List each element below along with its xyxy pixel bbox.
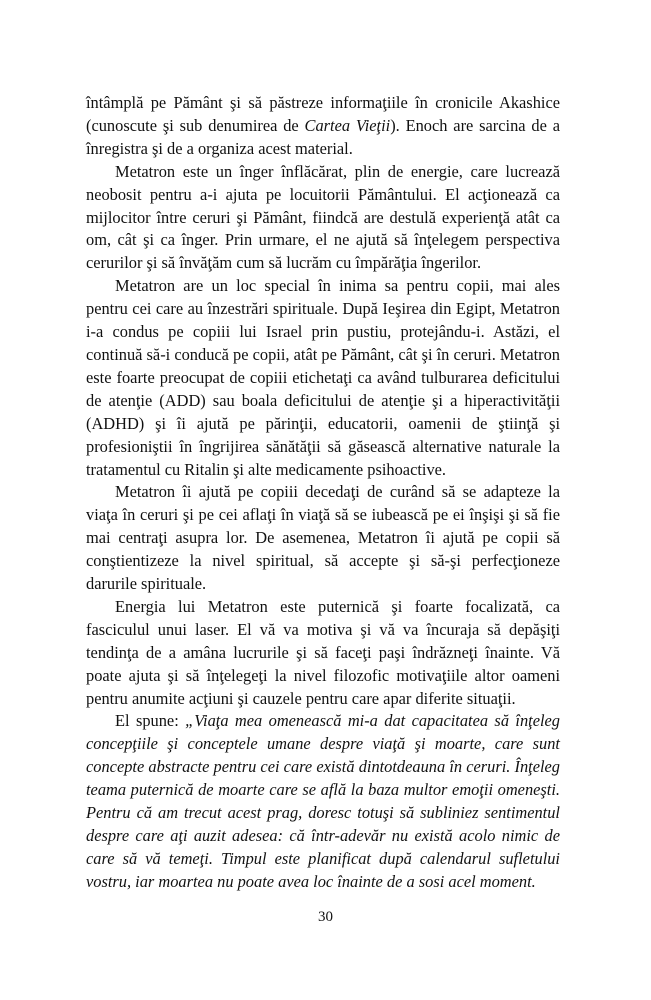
page-number: 30 <box>318 909 333 925</box>
paragraph-4: Metatron îi ajută pe copiii decedaţi de curând să se adapteze la viaţa în ceruri şi pe cei aflaţi în viaţă să se iubească pe ei înşişi şi să fie mai centraţi asupra lor. De asemenea, Metatron îi ajută pe copii să conştientizeze la nivel spiritual, să accepte şi să-şi perfecţioneze darurile spirituale. <box>86 482 560 594</box>
paragraph-1-text-start: întâmplă pe Pământ şi să păstreze informaţiile în cronicile Akashice (cunoscute şi sub denumirea de <box>86 93 560 135</box>
paragraph-5: Energia lui Metatron este puternică şi foarte focalizată, ca fasciculul unui laser. El vă va motiva şi vă va încuraja să depăşiţi tendinţa de a amâna lucrurile şi să faceţi paşi îndrăzneţi înainte. Vă poate ajuta şi să înţelegeţi la nivel filozofic motivaţiile altor oameni pentru anumite acţiuni şi cauzele pentru care apar diferite situaţii. <box>86 596 560 708</box>
paragraph-1-text-end: ). Enoch are sarcina de a înregistra şi de a organiza acest material. <box>86 115 560 158</box>
quotation-italic: „Viaţa mea omenească mi-a dat capacitatea să înţeleg concepţiile şi conceptele umane despre viaţă şi moarte, care sunt concepte abstracte pentru cei care există dintotdeauna în ceruri. Înţeleg teama puternică de moarte care se află la baza multor emoţii omeneşti. Pentru că am trecut acest prag, doresc totuşi să subliniez sentimentul despre care aţi auzit adesea: că într-adevăr nu există acolo nimic de care să vă temeţi. Timpul este planificat după calendarul sufletului vostru, iar moartea nu poate avea loc înainte de a sosi acel moment. <box>86 711 560 891</box>
page-body <box>86 92 560 894</box>
paragraph-1 <box>86 92 560 161</box>
paragraph-6-lead: El spune: <box>115 711 186 731</box>
paragraph-3: Metatron are un loc special în inima sa pentru copii, mai ales pentru cei care au înzestrări spirituale. După Ieşirea din Egipt, Metatron i-a condus pe copiii lui Israel prin pustiu, protejându-i. Astăzi, el continuă să-i conducă pe copii, atât pe Pământ, cât şi în ceruri. Metatron este foarte preocupat de copiii etichetaţi ca având tulburarea deficitului de atenţie (ADD) sau boala deficitului de atenţie şi a hiperactivităţii (ADHD) şi îi ajută pe părinţii, educatorii, oamenii de ştiinţă şi profesioniştii în îngrijirea sănătăţii să găsească alternative naturale la tratamentul cu Ritalin şi alte medicamente psihoactive. <box>86 276 560 479</box>
book-title-italic: Cartea Vieţii <box>304 115 391 135</box>
paragraph-2: Metatron este un înger înflăcărat, plin de energie, care lucrează neobosit pentru a-i ajuta pe locuitorii Pământului. El acţionează ca mijlocitor între ceruri şi Pământ, fiindcă are destulă experienţă atât ca om, cât şi ca înger. Prin urmare, el ne ajută să înţelegem perspectiva cerurilor şi să învăţăm cum să lucrăm cu împărăţia îngerilor. <box>86 161 560 273</box>
paragraph-6 <box>86 710 560 893</box>
